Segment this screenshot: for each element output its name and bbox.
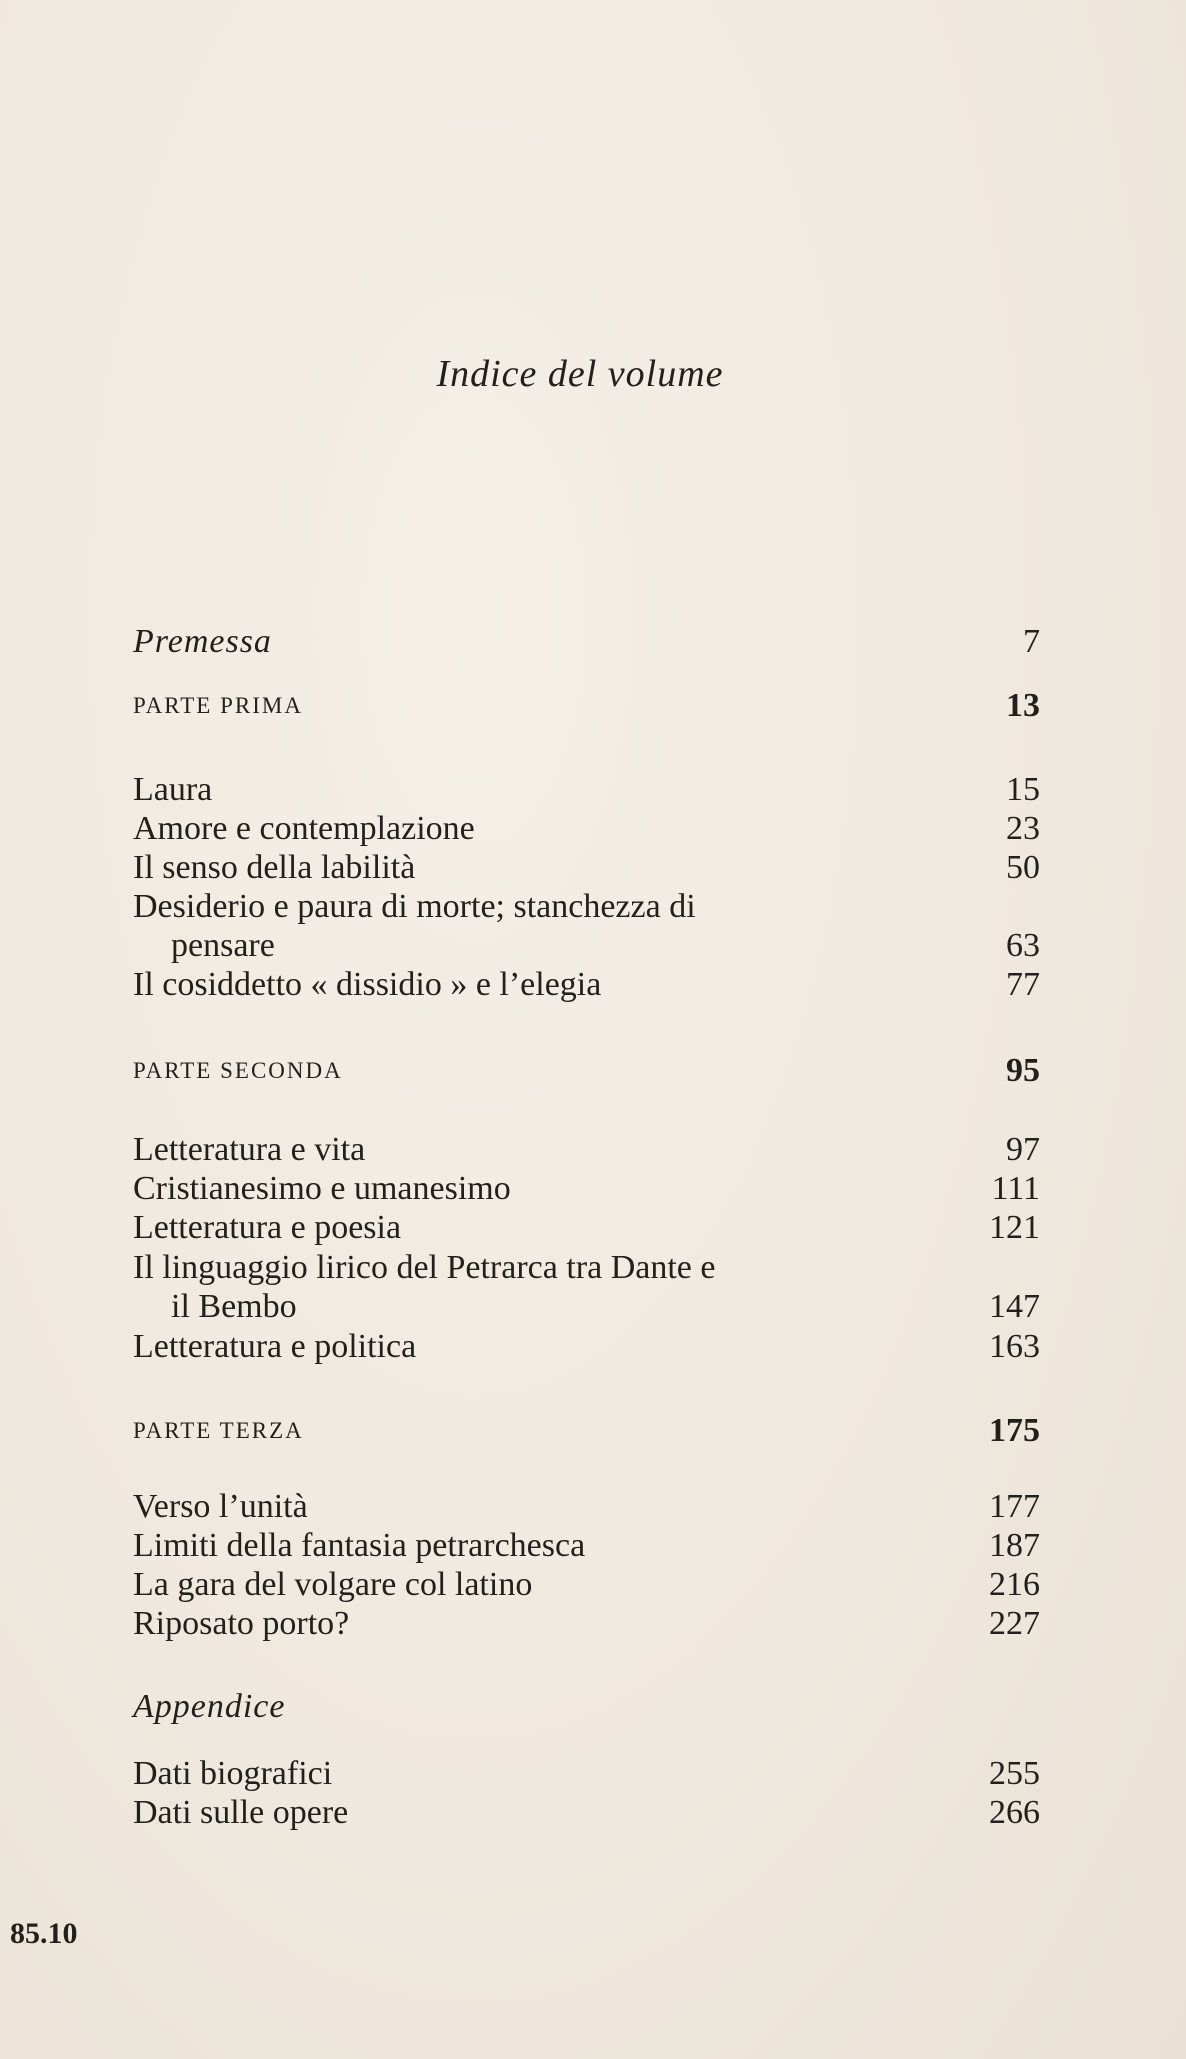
toc-entry bbox=[133, 965, 1040, 1005]
toc-entry-page: 177 bbox=[989, 1488, 1040, 1525]
toc-entry bbox=[133, 1130, 1040, 1170]
toc-entry-label: Cristianesimo e umanesimo bbox=[133, 1170, 511, 1207]
toc-entry-label: Riposato porto? bbox=[133, 1605, 350, 1642]
catalog-code: 85.10 bbox=[10, 1917, 78, 1950]
toc-entry-label: Desiderio e paura di morte; stanchezza di bbox=[133, 888, 696, 925]
toc-entry-page: 111 bbox=[991, 1170, 1040, 1207]
toc-entry-label: Dati biografici bbox=[133, 1755, 333, 1792]
toc-entry bbox=[133, 1169, 1040, 1209]
toc-entry bbox=[133, 1526, 1040, 1566]
toc-part-heading bbox=[133, 1411, 1040, 1451]
toc-entry-label: Amore e contemplazione bbox=[133, 810, 475, 847]
toc-entry-label: Verso l’unità bbox=[133, 1488, 308, 1525]
toc-entry bbox=[133, 1604, 1040, 1644]
toc-entry bbox=[133, 1487, 1040, 1527]
toc-part-page: 13 bbox=[1006, 687, 1040, 724]
toc-entry-label: La gara del volgare col latino bbox=[133, 1566, 533, 1603]
toc-entry bbox=[133, 848, 1040, 888]
toc-entry-premessa bbox=[133, 622, 1040, 662]
toc-entry bbox=[133, 1208, 1040, 1248]
toc-entry-label: Appendice bbox=[133, 1688, 286, 1725]
toc-part-label: PARTE TERZA bbox=[133, 1418, 304, 1443]
toc-entry-page: 163 bbox=[989, 1328, 1040, 1365]
toc-entry bbox=[133, 809, 1040, 849]
toc-entry-page: 7 bbox=[1023, 623, 1040, 660]
toc-entry-page: 147 bbox=[989, 1288, 1040, 1325]
toc-entry-label: Il linguaggio lirico del Petrarca tra Dante e bbox=[133, 1249, 716, 1286]
toc-entry bbox=[133, 1248, 1040, 1288]
toc-part-heading bbox=[133, 686, 1040, 726]
toc-entry-page: 50 bbox=[1006, 849, 1040, 886]
toc-entry-page: 63 bbox=[1006, 927, 1040, 964]
toc-entry-page: 255 bbox=[989, 1755, 1040, 1792]
toc-entry-continuation bbox=[133, 1287, 1040, 1327]
toc-entry bbox=[133, 1565, 1040, 1605]
toc-entry-page: 216 bbox=[989, 1566, 1040, 1603]
toc-entry-label: Il senso della labilità bbox=[133, 849, 416, 886]
toc-entry-page: 121 bbox=[989, 1209, 1040, 1246]
toc-entry-label: pensare bbox=[171, 927, 275, 964]
toc-entry-page: 266 bbox=[989, 1794, 1040, 1831]
toc-entry-page: 23 bbox=[1006, 810, 1040, 847]
toc-entry-label: Dati sulle opere bbox=[133, 1794, 349, 1831]
toc-entry bbox=[133, 1754, 1040, 1794]
toc-entry-page: 227 bbox=[989, 1605, 1040, 1642]
toc-entry-label: Letteratura e vita bbox=[133, 1131, 366, 1168]
toc-entry-label: Limiti della fantasia petrarchesca bbox=[133, 1527, 586, 1564]
toc-entry-label: Laura bbox=[133, 771, 213, 808]
toc-entry-page: 97 bbox=[1006, 1131, 1040, 1168]
toc-entry-label: Letteratura e politica bbox=[133, 1328, 417, 1365]
toc-section-appendice bbox=[133, 1687, 1040, 1727]
toc-entry bbox=[133, 1793, 1040, 1833]
toc-part-page: 95 bbox=[1006, 1052, 1040, 1089]
toc-entry-continuation bbox=[133, 926, 1040, 966]
toc-entry-page: 15 bbox=[1006, 771, 1040, 808]
toc-entry bbox=[133, 887, 1040, 927]
toc-entry-label: il Bembo bbox=[171, 1288, 297, 1325]
toc-entry bbox=[133, 1327, 1040, 1367]
toc-entry-page: 187 bbox=[989, 1527, 1040, 1564]
toc-part-label: PARTE SECONDA bbox=[133, 1058, 343, 1083]
toc-part-heading bbox=[133, 1051, 1040, 1091]
toc-part-label: PARTE PRIMA bbox=[133, 693, 303, 718]
toc-part-page: 175 bbox=[989, 1412, 1040, 1449]
toc-entry-label: Il cosiddetto « dissidio » e l’elegia bbox=[133, 966, 602, 1003]
toc-entry-label: Letteratura e poesia bbox=[133, 1209, 402, 1246]
page-title: Indice del volume bbox=[436, 353, 724, 395]
toc-entry bbox=[133, 770, 1040, 810]
toc-entry-label: Premessa bbox=[133, 623, 272, 660]
toc-entry-page: 77 bbox=[1006, 966, 1040, 1003]
